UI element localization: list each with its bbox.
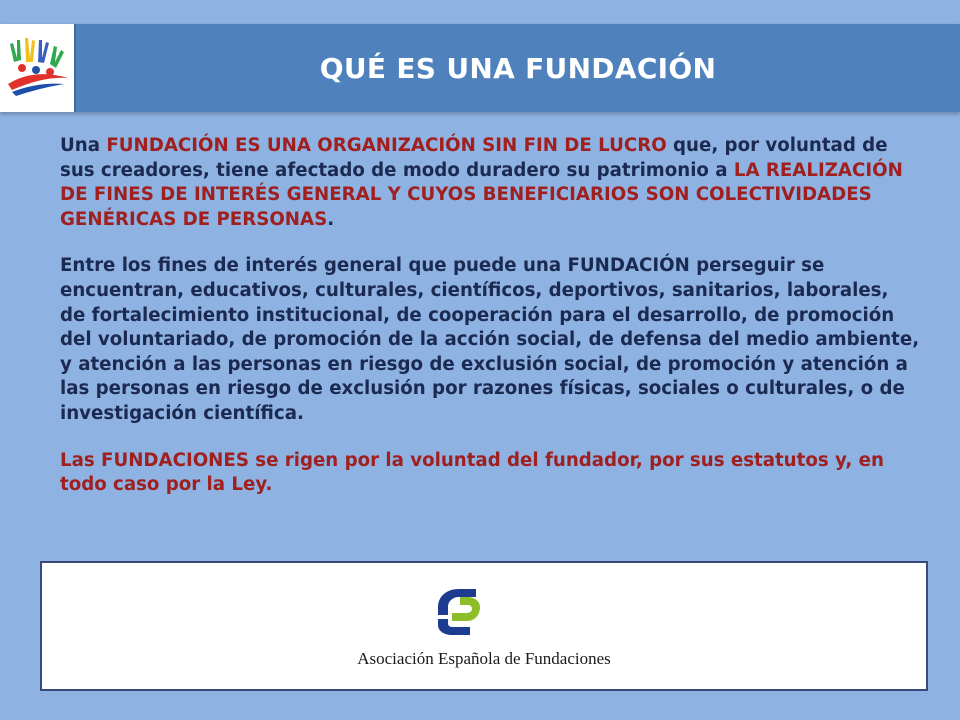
definition-highlight-1: FUNDACIÓN ES UNA ORGANIZACIÓN SIN FIN DE LUCRO (106, 135, 667, 156)
governance-paragraph: Las FUNDACIONES se rigen por la voluntad del fundador, por sus estatutos y, en todo caso por la Ley. (60, 449, 884, 496)
aef-logo-icon (432, 585, 486, 637)
aef-org-name: Asociación Española de Fundaciones (357, 649, 611, 668)
definition-text-2: que, por voluntad de sus creadores, tiene afectado de modo duradero su patrimonio a (60, 135, 888, 181)
definition-text-1: Una (60, 135, 107, 156)
hands-logo-icon (4, 32, 72, 104)
definition-text-3: . (327, 208, 335, 230)
aef-logo-panel (40, 561, 928, 691)
definition-paragraph (60, 134, 920, 232)
hands-logo (0, 24, 76, 112)
definition-highlight-2: LA REALIZACIÓN DE FINES DE INTERÉS GENERAL Y CUYOS BENEFICIARIOS SON COLECTIVIDADES GENÉRICAS DE PERSONAS (60, 159, 903, 230)
purposes-paragraph: Entre los fines de interés general que puede una FUNDACIÓN perseguir se encuentran, educativos, culturales, científicos, deportivos, sanitarios, laborales, de fortalecimiento institucional, de cooperación para el desarrollo, de promoción del voluntariado, de promoción de la acción social, de defensa del medio ambiente, y atención a las personas en riesgo de exclusión social, de promoción y atención a las personas en riesgo de exclusión por razones físicas, sociales o culturales, o de investigación científica. (60, 255, 920, 424)
main-content (60, 134, 920, 520)
page-title: QUÉ ES UNA FUNDACIÓN (319, 51, 717, 85)
